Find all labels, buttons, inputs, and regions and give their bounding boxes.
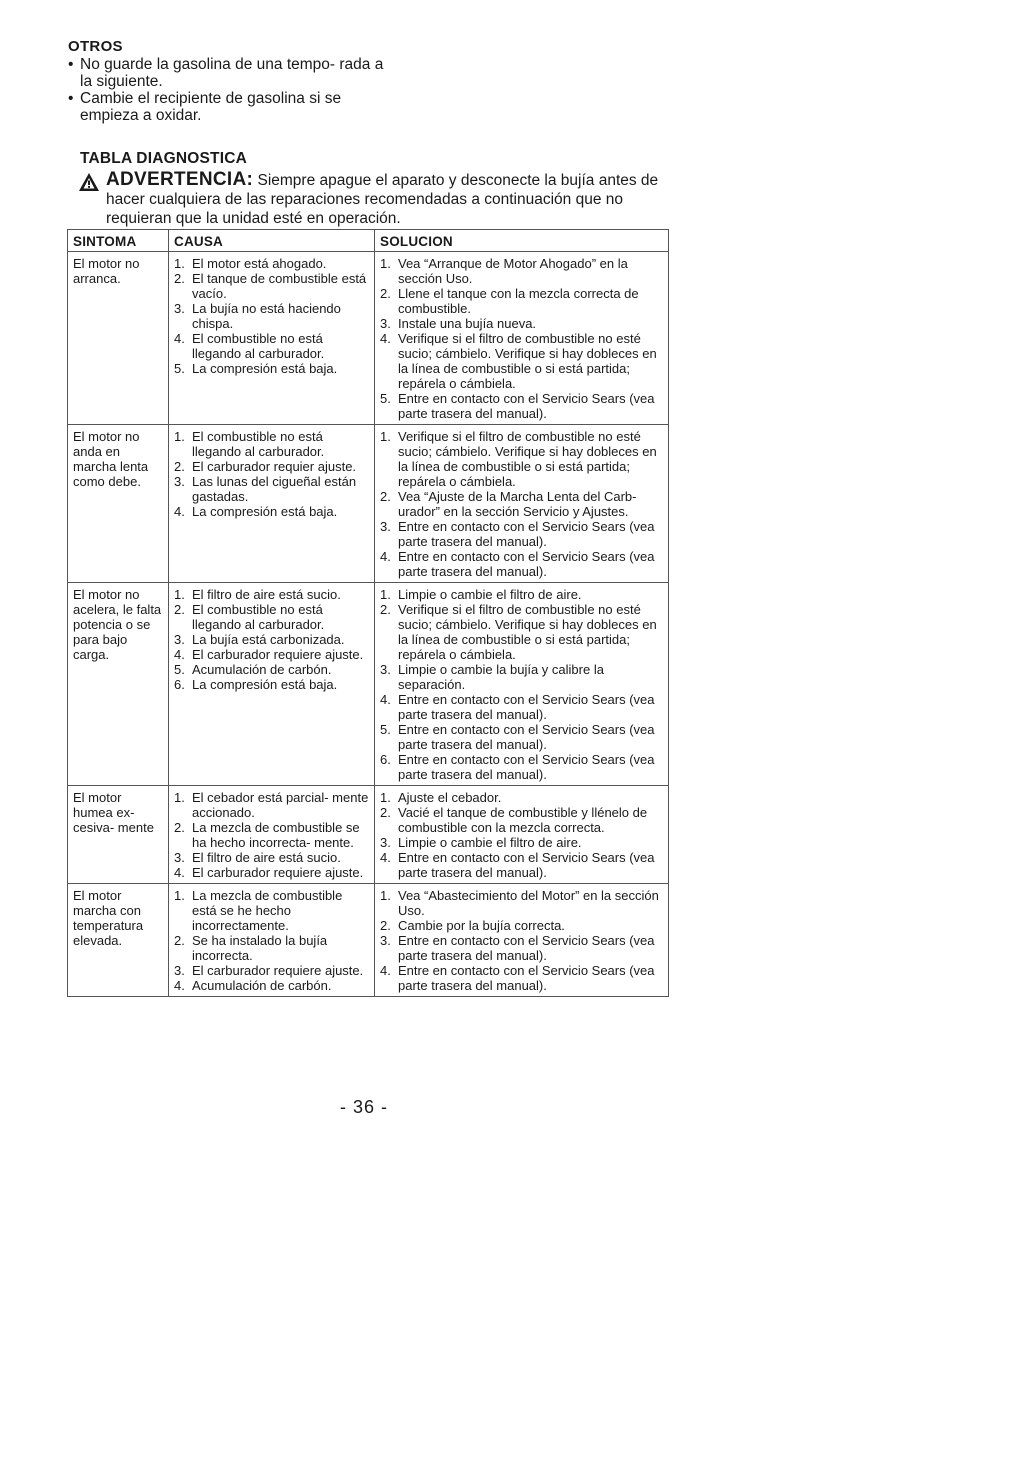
header-solucion: SOLUCION <box>375 230 669 252</box>
item-number: 2. <box>380 805 391 820</box>
item-number: 4. <box>174 647 185 662</box>
solucion-item <box>380 790 663 805</box>
solucion-item <box>380 752 663 782</box>
diagnostic-table-body <box>68 252 669 997</box>
item-number: 4. <box>174 504 185 519</box>
item-number: 3. <box>380 933 391 948</box>
otros-item: • Cambie el recipiente de gasolina si se empieza a oxidar. <box>68 90 388 124</box>
causa-item <box>174 820 369 850</box>
item-number: 4. <box>174 865 185 880</box>
item-text: Entre en contacto con el Servicio Sears (vea parte trasera del manual). <box>398 722 655 752</box>
causa-cell <box>169 786 375 884</box>
solucion-item <box>380 587 663 602</box>
sintoma-cell: El motor no acelera, le falta potencia o se para bajo carga. <box>68 583 169 786</box>
causa-list <box>174 587 369 692</box>
item-number: 1. <box>174 256 185 271</box>
item-text: La bujía está carbonizada. <box>192 632 345 647</box>
item-number: 4. <box>380 963 391 978</box>
solucion-item <box>380 888 663 918</box>
solucion-item <box>380 549 663 579</box>
item-text: El filtro de aire está sucio. <box>192 587 341 602</box>
causa-item <box>174 271 369 301</box>
item-text: Cambie por la bujía correcta. <box>398 918 565 933</box>
causa-cell <box>169 884 375 997</box>
solucion-item <box>380 963 663 993</box>
header-sintoma: SINTOMA <box>68 230 169 252</box>
causa-item <box>174 459 369 474</box>
solucion-cell <box>375 583 669 786</box>
item-text: El carburador requier ajuste. <box>192 459 357 474</box>
item-text: Verifique si el filtro de combustible no esté sucio; cámbielo. Verifique si hay dobleces en la línea de combustible o si está partida; repárela o cámbiela. <box>398 331 657 391</box>
item-number: 2. <box>380 286 391 301</box>
item-text: El carburador requiere ajuste. <box>192 647 364 662</box>
item-number: 2. <box>174 459 185 474</box>
item-text: Entre en contacto con el Servicio Sears (vea parte trasera del manual). <box>398 391 655 421</box>
page-number: - 36 - <box>340 1097 389 1117</box>
item-number: 4. <box>380 331 391 346</box>
header-causa: CAUSA <box>169 230 375 252</box>
item-number: 2. <box>174 820 185 835</box>
sintoma-cell: El motor marcha con temperatura elevada. <box>68 884 169 997</box>
causa-item <box>174 963 369 978</box>
item-number: 5. <box>174 361 185 376</box>
item-text: La compresión está baja. <box>192 361 338 376</box>
causa-cell <box>169 252 375 425</box>
causa-item <box>174 865 369 880</box>
causa-item <box>174 429 369 459</box>
warning-triangle-icon <box>78 172 100 192</box>
table-row <box>68 786 669 884</box>
table-row <box>68 583 669 786</box>
item-number: 6. <box>174 677 185 692</box>
item-number: 4. <box>380 549 391 564</box>
solucion-item <box>380 918 663 933</box>
causa-list <box>174 888 369 993</box>
item-number: 5. <box>380 722 391 737</box>
item-number: 4. <box>174 331 185 346</box>
solucion-item <box>380 933 663 963</box>
item-text: Verifique si el filtro de combustible no esté sucio; cámbielo. Verifique si hay dobleces en la línea de combustible o si está partida; repárela o cámbiela. <box>398 602 657 662</box>
item-text: La mezcla de combustible se ha hecho incorrecta- mente. <box>192 820 360 850</box>
item-number: 3. <box>174 632 185 647</box>
otros-section <box>68 38 388 124</box>
item-number: 2. <box>380 489 391 504</box>
causa-item <box>174 256 369 271</box>
item-text: Las lunas del cigueñal están gastadas. <box>192 474 357 504</box>
causa-item <box>174 647 369 662</box>
solucion-item <box>380 662 663 692</box>
causa-item <box>174 301 369 331</box>
causa-list <box>174 429 369 519</box>
causa-item <box>174 587 369 602</box>
solucion-item <box>380 391 663 421</box>
solucion-list <box>380 256 663 421</box>
item-text: El motor está ahogado. <box>192 256 327 271</box>
item-number: 1. <box>380 587 391 602</box>
solucion-cell <box>375 252 669 425</box>
diagnostic-table-title: TABLA DIAGNOSTICA <box>80 150 247 167</box>
causa-item <box>174 790 369 820</box>
causa-item <box>174 933 369 963</box>
solucion-item <box>380 316 663 331</box>
item-number: 1. <box>380 790 391 805</box>
table-header-row <box>68 230 669 252</box>
table-row <box>68 252 669 425</box>
item-text: Entre en contacto con el Servicio Sears (vea parte trasera del manual). <box>398 850 655 880</box>
item-number: 1. <box>174 587 185 602</box>
item-number: 4. <box>380 850 391 865</box>
item-number: 2. <box>174 933 185 948</box>
item-text: Vea “Arranque de Motor Ahogado” en la sección Uso. <box>398 256 628 286</box>
solucion-item <box>380 286 663 316</box>
diagnostic-table <box>67 229 669 997</box>
item-text: El tanque de combustible está vacío. <box>192 271 367 301</box>
item-text: Instale una bujía nueva. <box>398 316 537 331</box>
causa-item <box>174 978 369 993</box>
otros-title: OTROS <box>68 38 123 55</box>
causa-item <box>174 632 369 647</box>
item-number: 3. <box>380 662 391 677</box>
item-number: 1. <box>380 429 391 444</box>
causa-item <box>174 677 369 692</box>
item-text: El combustible no está llegando al carburador. <box>192 429 325 459</box>
solucion-cell <box>375 884 669 997</box>
item-text: Entre en contacto con el Servicio Sears (vea parte trasera del manual). <box>398 963 655 993</box>
solucion-item <box>380 602 663 662</box>
solucion-item <box>380 519 663 549</box>
item-number: 4. <box>380 692 391 707</box>
item-text: Se ha instalado la bujía incorrecta. <box>192 933 328 963</box>
solucion-item <box>380 835 663 850</box>
item-text: La compresión está baja. <box>192 504 338 519</box>
item-number: 1. <box>380 256 391 271</box>
warning-block <box>78 170 678 228</box>
item-number: 3. <box>380 835 391 850</box>
solucion-item <box>380 489 663 519</box>
item-number: 5. <box>174 662 185 677</box>
causa-list <box>174 790 369 880</box>
item-number: 3. <box>174 474 185 489</box>
table-row <box>68 425 669 583</box>
item-text: Entre en contacto con el Servicio Sears (vea parte trasera del manual). <box>398 692 655 722</box>
causa-cell <box>169 583 375 786</box>
solucion-list <box>380 888 663 993</box>
item-text: El carburador requiere ajuste. <box>192 865 364 880</box>
item-text: Limpie o cambie la bujía y calibre la separación. <box>398 662 604 692</box>
item-text: Limpie o cambie el filtro de aire. <box>398 835 582 850</box>
item-text: La compresión está baja. <box>192 677 338 692</box>
solucion-item <box>380 692 663 722</box>
warning-label: ADVERTENCIA: <box>106 169 254 190</box>
solucion-item <box>380 850 663 880</box>
item-text: El carburador requiere ajuste. <box>192 963 364 978</box>
item-text: Verifique si el filtro de combustible no esté sucio; cámbielo. Verifique si hay dobleces en la línea de combustible o si está partida; repárela o cámbiela. <box>398 429 657 489</box>
solucion-cell <box>375 425 669 583</box>
item-text: Ajuste el cebador. <box>398 790 502 805</box>
item-text: Entre en contacto con el Servicio Sears (vea parte trasera del manual). <box>398 519 655 549</box>
sintoma-cell: El motor humea ex- cesiva- mente <box>68 786 169 884</box>
item-number: 3. <box>174 963 185 978</box>
item-text: Vea “Ajuste de la Marcha Lenta del Carb- urador” en la sección Servicio y Ajustes. <box>398 489 637 519</box>
causa-list <box>174 256 369 376</box>
solucion-item <box>380 256 663 286</box>
item-number: 2. <box>174 602 185 617</box>
sintoma-cell: El motor no arranca. <box>68 252 169 425</box>
item-text: Vacié el tanque de combustible y llénelo de combustible con la mezcla correcta. <box>398 805 648 835</box>
solucion-item <box>380 331 663 391</box>
item-number: 1. <box>174 888 185 903</box>
causa-item <box>174 888 369 933</box>
item-number: 1. <box>174 790 185 805</box>
item-text: Entre en contacto con el Servicio Sears (vea parte trasera del manual). <box>398 549 655 579</box>
item-text: La bujía no está haciendo chispa. <box>192 301 341 331</box>
item-number: 2. <box>380 602 391 617</box>
item-text: El cebador está parcial- mente accionado. <box>192 790 369 820</box>
item-number: 2. <box>174 271 185 286</box>
sintoma-cell: El motor no anda en marcha lenta como debe. <box>68 425 169 583</box>
item-text: Acumulación de carbón. <box>192 662 332 677</box>
table-row <box>68 884 669 997</box>
causa-item <box>174 602 369 632</box>
causa-item <box>174 474 369 504</box>
otros-list <box>68 56 388 124</box>
solucion-list <box>380 429 663 579</box>
causa-item <box>174 662 369 677</box>
solucion-item <box>380 722 663 752</box>
item-number: 3. <box>174 301 185 316</box>
item-number: 2. <box>380 918 391 933</box>
causa-item <box>174 850 369 865</box>
item-text: El combustible no está llegando al carburador. <box>192 331 325 361</box>
item-text: Entre en contacto con el Servicio Sears (vea parte trasera del manual). <box>398 933 655 963</box>
causa-item <box>174 331 369 361</box>
item-text: Llene el tanque con la mezcla correcta de combustible. <box>398 286 639 316</box>
item-number: 4. <box>174 978 185 993</box>
item-text: Acumulación de carbón. <box>192 978 332 993</box>
warning-text: Siempre apague el aparato y desconecte la bujía antes de hacer cualquiera de las reparaciones recomendadas a continuación que no requieran que la unidad esté en operación. <box>106 172 659 227</box>
item-number: 3. <box>174 850 185 865</box>
item-text: El combustible no está llegando al carburador. <box>192 602 325 632</box>
otros-item: • No guarde la gasolina de una tempo- rada a la siguiente. <box>68 56 388 90</box>
item-number: 1. <box>380 888 391 903</box>
item-text: El filtro de aire está sucio. <box>192 850 341 865</box>
solucion-list <box>380 587 663 782</box>
item-text: La mezcla de combustible está se he hecho incorrectamente. <box>192 888 343 933</box>
item-number: 3. <box>380 316 391 331</box>
item-number: 5. <box>380 391 391 406</box>
item-number: 1. <box>174 429 185 444</box>
causa-cell <box>169 425 375 583</box>
solucion-list <box>380 790 663 880</box>
causa-item <box>174 361 369 376</box>
causa-item <box>174 504 369 519</box>
item-number: 3. <box>380 519 391 534</box>
item-text: Limpie o cambie el filtro de aire. <box>398 587 582 602</box>
solucion-item <box>380 429 663 489</box>
solucion-cell <box>375 786 669 884</box>
solucion-item <box>380 805 663 835</box>
item-text: Entre en contacto con el Servicio Sears (vea parte trasera del manual). <box>398 752 655 782</box>
item-number: 6. <box>380 752 391 767</box>
item-text: Vea “Abastecimiento del Motor” en la sección Uso. <box>398 888 659 918</box>
